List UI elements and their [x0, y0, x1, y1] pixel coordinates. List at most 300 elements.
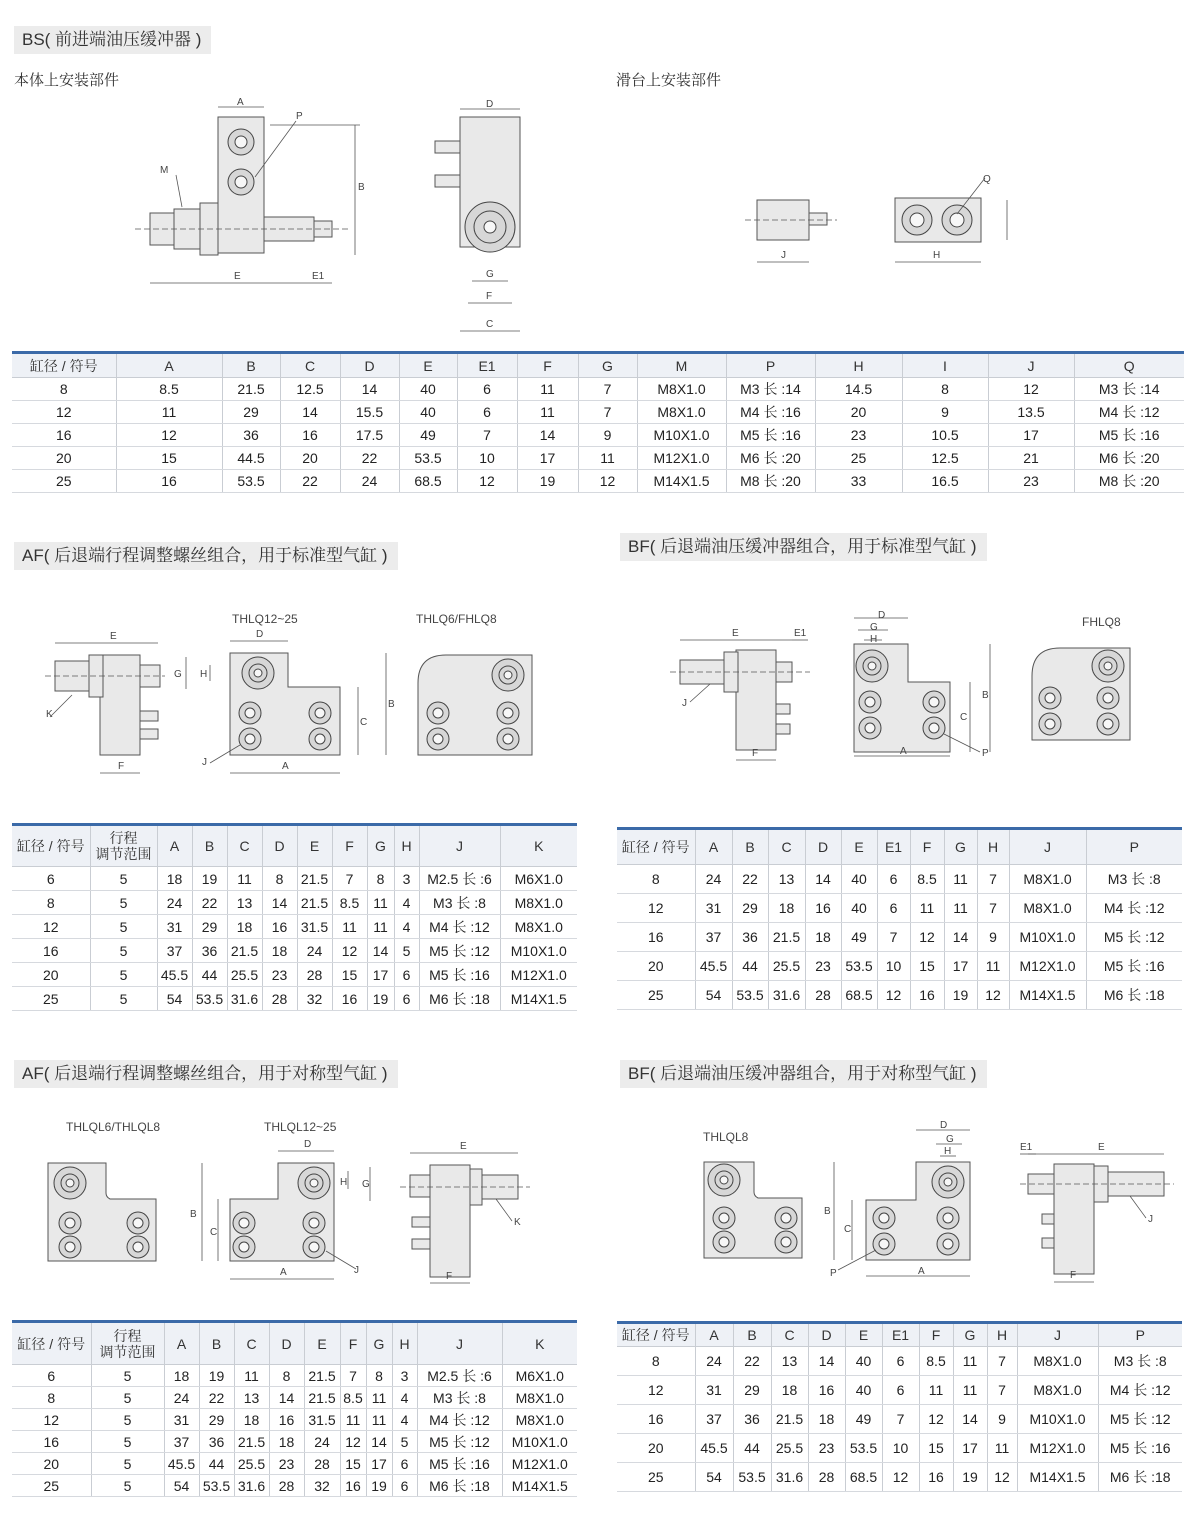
table-cell: 17	[944, 952, 977, 981]
table-cell: 4	[394, 915, 419, 939]
table-cell: 21.5	[768, 923, 805, 952]
dim-e1: E1	[1020, 1142, 1033, 1153]
table-cell: 6	[394, 987, 419, 1011]
bf-sym-header-cell: G	[953, 1323, 987, 1347]
table-cell: 9	[902, 401, 988, 424]
af-sym-header-row	[12, 1322, 577, 1365]
table-cell: M8X1.0	[502, 1409, 577, 1431]
row-bore-cell: 16	[12, 939, 90, 963]
table-cell: 18	[808, 1405, 845, 1434]
table-cell: 53.5	[199, 1475, 234, 1497]
table-cell: 29	[733, 1376, 771, 1405]
bs-header-cell: C	[280, 353, 340, 378]
table-cell: 6	[457, 378, 517, 401]
table-cell: 14	[366, 1431, 392, 1453]
table-cell: 17	[953, 1434, 987, 1463]
bf-sym-header-cell: H	[987, 1323, 1017, 1347]
af-sym-header-cell: J	[417, 1322, 502, 1365]
table-cell: 24	[297, 939, 332, 963]
table-cell: 29	[222, 401, 280, 424]
table-cell: 15.5	[340, 401, 399, 424]
table-cell: 25	[815, 447, 902, 470]
table-cell: 9	[987, 1405, 1017, 1434]
bs-body-mount-drawing	[130, 95, 550, 340]
table-cell: 36	[192, 939, 227, 963]
dim-g: G	[486, 269, 494, 280]
table-cell: 8	[269, 1365, 304, 1387]
row-bore-cell: 25	[12, 1475, 91, 1497]
table-cell: M6X1.0	[502, 1365, 577, 1387]
table-cell: 22	[732, 865, 768, 894]
dim-a: A	[280, 1267, 287, 1278]
row-bore-cell: 16	[12, 1431, 91, 1453]
table-cell: 36	[733, 1405, 771, 1434]
table-cell: 10	[457, 447, 517, 470]
table-cell: 18	[768, 894, 805, 923]
dim-g: G	[362, 1179, 370, 1190]
bf-std-header-cell: G	[944, 829, 977, 865]
table-cell: 17	[517, 447, 578, 470]
af-std-header-cell: 行程 调节范围	[90, 825, 157, 867]
table-cell: 24	[157, 891, 192, 915]
table-cell: 28	[304, 1453, 340, 1475]
table-cell: 11	[366, 1409, 392, 1431]
af-std-header-cell: J	[419, 825, 500, 867]
row-bore-cell: 25	[12, 987, 90, 1011]
dim-p: P	[982, 748, 989, 759]
table-cell: 24	[695, 1347, 733, 1376]
bf-sym-header-cell: F	[919, 1323, 953, 1347]
table-cell: 16.5	[902, 470, 988, 493]
table-cell: 22	[280, 470, 340, 493]
dim-p: P	[830, 1268, 837, 1279]
dim-f: F	[486, 291, 493, 302]
row-bore-cell: 12	[12, 401, 116, 424]
figure-label-af-std-2: THLQ6/FHLQ8	[416, 612, 497, 626]
table-cell: 18	[771, 1376, 808, 1405]
table-cell: 15	[116, 447, 222, 470]
dim-j: J	[682, 698, 687, 709]
table-cell: M10X1.0	[637, 424, 726, 447]
table-cell: 53.5	[732, 981, 768, 1010]
table-cell: 16	[919, 1463, 953, 1492]
af-standard-table	[12, 823, 577, 1011]
bs-spec-table	[12, 351, 1184, 493]
table-cell: M6X1.0	[500, 867, 577, 891]
bf-std-header-cell: B	[732, 829, 768, 865]
table-cell: 15	[332, 963, 367, 987]
figure-label-bf-std-1: FHLQ8	[1082, 615, 1121, 629]
table-cell: 21.5	[304, 1365, 340, 1387]
table-cell: 16	[332, 987, 367, 1011]
table-cell: 11	[517, 401, 578, 424]
table-row	[12, 1365, 577, 1387]
table-cell: 9	[578, 424, 637, 447]
table-cell: 18	[164, 1365, 199, 1387]
dim-c: C	[210, 1227, 218, 1238]
table-cell: 21.5	[222, 378, 280, 401]
dim-c: C	[844, 1224, 852, 1235]
table-cell: 31.5	[297, 915, 332, 939]
table-row	[12, 378, 1184, 401]
table-cell: 4	[394, 891, 419, 915]
table-cell: 44	[199, 1453, 234, 1475]
table-cell: 18	[227, 915, 262, 939]
table-cell: M10X1.0	[502, 1431, 577, 1453]
table-cell: M5 长 :16	[419, 963, 500, 987]
table-cell: M6 长 :20	[1074, 447, 1184, 470]
bf-std-header-cell: E	[841, 829, 877, 865]
bf-std-header-cell: P	[1086, 829, 1182, 865]
table-cell: 31	[164, 1409, 199, 1431]
dim-k: K	[514, 1217, 521, 1228]
table-cell: 11	[367, 915, 394, 939]
table-cell: 21	[988, 447, 1074, 470]
dim-d: D	[878, 610, 886, 621]
af-standard-drawing	[40, 625, 540, 785]
af-std-header-row	[12, 825, 577, 867]
af-sym-header-cell: C	[234, 1322, 269, 1365]
bs-header-cell: E1	[457, 353, 517, 378]
section-title-bs: BS( 前进端油压缓冲器 )	[14, 26, 211, 54]
table-cell: 11	[953, 1347, 987, 1376]
dim-m: M	[160, 165, 169, 176]
table-cell: M12X1.0	[637, 447, 726, 470]
bf-std-header-cell: E1	[877, 829, 910, 865]
table-row	[12, 1475, 577, 1497]
table-cell: M8 长 :20	[1074, 470, 1184, 493]
table-cell: 5	[90, 939, 157, 963]
table-cell: 11	[340, 1409, 366, 1431]
table-cell: M5 长 :16	[417, 1453, 502, 1475]
af-sym-header-cell: 缸径 / 符号	[12, 1322, 91, 1365]
bf-std-header-cell: J	[1009, 829, 1086, 865]
table-cell: 31.6	[227, 987, 262, 1011]
dim-e1: E1	[312, 271, 325, 282]
bf-std-header-cell: C	[768, 829, 805, 865]
table-cell: 31.5	[304, 1409, 340, 1431]
table-cell: 13	[234, 1387, 269, 1409]
table-cell: 24	[340, 470, 399, 493]
table-cell: 44	[733, 1434, 771, 1463]
table-cell: M14X1.5	[500, 987, 577, 1011]
table-cell: 16	[262, 915, 297, 939]
section-title-af-standard: AF( 后退端行程调整螺丝组合，用于标准型气缸 )	[14, 542, 398, 570]
table-cell: 7	[578, 401, 637, 424]
table-cell: 44	[192, 963, 227, 987]
table-cell: 12	[919, 1405, 953, 1434]
table-cell: 24	[304, 1431, 340, 1453]
bf-std-table-body	[617, 865, 1182, 1010]
table-cell: 12	[882, 1463, 919, 1492]
dim-c: C	[960, 712, 968, 723]
table-cell: 16	[116, 470, 222, 493]
table-cell: 16	[805, 894, 841, 923]
row-bore-cell: 8	[12, 1387, 91, 1409]
af-sym-table-body	[12, 1365, 577, 1497]
dim-j: J	[781, 250, 786, 261]
table-cell: M4 长 :12	[1086, 894, 1182, 923]
table-cell: 14	[269, 1387, 304, 1409]
table-cell: 28	[297, 963, 332, 987]
table-cell: 44.5	[222, 447, 280, 470]
table-cell: 15	[910, 952, 944, 981]
table-row	[12, 891, 577, 915]
table-cell: 18	[262, 939, 297, 963]
table-cell: 28	[805, 981, 841, 1010]
table-cell: M14X1.5	[637, 470, 726, 493]
table-cell: M4 长 :16	[726, 401, 815, 424]
table-cell: 11	[227, 867, 262, 891]
table-cell: M5 长 :16	[1098, 1434, 1182, 1463]
bs-header-cell: H	[815, 353, 902, 378]
table-cell: 31	[157, 915, 192, 939]
table-cell: 45.5	[157, 963, 192, 987]
table-cell: 12	[340, 1431, 366, 1453]
af-symmetric-table	[12, 1320, 577, 1497]
table-cell: M12X1.0	[500, 963, 577, 987]
table-cell: 13	[768, 865, 805, 894]
table-cell: 31.6	[771, 1463, 808, 1492]
dim-d: D	[256, 629, 264, 640]
table-cell: M6 长 :20	[726, 447, 815, 470]
table-cell: 22	[733, 1347, 771, 1376]
table-cell: M3 长 :8	[417, 1387, 502, 1409]
table-cell: 7	[332, 867, 367, 891]
table-cell: 28	[269, 1475, 304, 1497]
af-sym-header-cell: F	[340, 1322, 366, 1365]
table-cell: 40	[399, 378, 457, 401]
table-row	[617, 1376, 1182, 1405]
table-row	[12, 1387, 577, 1409]
table-cell: 54	[157, 987, 192, 1011]
table-cell: 6	[394, 963, 419, 987]
row-bore-cell: 12	[617, 894, 695, 923]
bs-slide-mount-drawing	[745, 170, 1035, 270]
table-cell: 40	[845, 1347, 882, 1376]
table-cell: 19	[366, 1475, 392, 1497]
table-cell: 11	[944, 865, 977, 894]
table-cell: 68.5	[845, 1463, 882, 1492]
table-row	[12, 424, 1184, 447]
table-cell: 25.5	[771, 1434, 808, 1463]
bf-sym-header-cell: D	[808, 1323, 845, 1347]
table-cell: 32	[304, 1475, 340, 1497]
table-row	[617, 923, 1182, 952]
table-cell: M12X1.0	[1009, 952, 1086, 981]
table-cell: 8.5	[332, 891, 367, 915]
table-cell: 5	[91, 1365, 164, 1387]
figure-label-af-sym-2: THLQL12~25	[264, 1120, 337, 1134]
table-cell: M6 长 :18	[419, 987, 500, 1011]
af-std-header-cell: C	[227, 825, 262, 867]
row-bore-cell: 12	[12, 915, 90, 939]
table-cell: 11	[367, 891, 394, 915]
table-cell: M8 长 :20	[726, 470, 815, 493]
table-cell: 13	[771, 1347, 808, 1376]
row-bore-cell: 6	[12, 1365, 91, 1387]
table-row	[617, 1347, 1182, 1376]
dim-k: K	[46, 709, 53, 720]
table-cell: 5	[91, 1453, 164, 1475]
table-cell: M4 长 :12	[417, 1409, 502, 1431]
table-cell: 6	[882, 1376, 919, 1405]
af-std-header-cell: H	[394, 825, 419, 867]
table-cell: 40	[845, 1376, 882, 1405]
table-cell: 14	[367, 939, 394, 963]
table-cell: 14	[517, 424, 578, 447]
dim-q: Q	[983, 174, 991, 185]
dim-j: J	[1148, 1214, 1153, 1225]
bs-header-cell: M	[637, 353, 726, 378]
table-cell: 15	[340, 1453, 366, 1475]
bf-sym-header-cell: E1	[882, 1323, 919, 1347]
bf-sym-table-body	[617, 1347, 1182, 1492]
bf-std-header-cell: 缸径 / 符号	[617, 829, 695, 865]
bf-symmetric-table	[617, 1321, 1182, 1492]
table-cell: 19	[944, 981, 977, 1010]
row-bore-cell: 20	[12, 1453, 91, 1475]
bf-sym-header-cell: P	[1098, 1323, 1182, 1347]
table-cell: 21.5	[234, 1431, 269, 1453]
row-bore-cell: 12	[617, 1376, 695, 1405]
row-bore-cell: 8	[617, 1347, 695, 1376]
table-cell: 31.6	[768, 981, 805, 1010]
table-cell: 18	[157, 867, 192, 891]
table-cell: 14	[280, 401, 340, 424]
bf-standard-table	[617, 827, 1182, 1010]
table-cell: 18	[805, 923, 841, 952]
bf-sym-header-cell: B	[733, 1323, 771, 1347]
table-cell: 12	[910, 923, 944, 952]
table-cell: 37	[164, 1431, 199, 1453]
dim-g: G	[870, 622, 878, 633]
bs-header-cell: G	[578, 353, 637, 378]
dim-h: H	[933, 250, 941, 261]
table-cell: 24	[164, 1387, 199, 1409]
table-cell: 53.5	[845, 1434, 882, 1463]
af-std-header-cell: A	[157, 825, 192, 867]
table-cell: 14	[953, 1405, 987, 1434]
bf-standard-drawing	[660, 610, 1140, 770]
af-std-header-cell: B	[192, 825, 227, 867]
table-row	[617, 981, 1182, 1010]
table-row	[12, 1431, 577, 1453]
af-sym-header-cell: K	[502, 1322, 577, 1365]
table-cell: 23	[262, 963, 297, 987]
table-cell: 16	[269, 1409, 304, 1431]
af-std-table-body	[12, 867, 577, 1011]
af-std-header-cell: D	[262, 825, 297, 867]
bf-std-header-cell: F	[910, 829, 944, 865]
row-bore-cell: 8	[12, 378, 116, 401]
bs-header-cell: D	[340, 353, 399, 378]
row-bore-cell: 20	[12, 963, 90, 987]
table-cell: M5 长 :12	[417, 1431, 502, 1453]
table-row	[617, 1405, 1182, 1434]
table-cell: M8X1.0	[500, 891, 577, 915]
table-cell: 40	[841, 865, 877, 894]
bf-std-header-cell: H	[977, 829, 1009, 865]
af-std-header-cell: 缸径 / 符号	[12, 825, 90, 867]
table-cell: M5 长 :12	[419, 939, 500, 963]
table-cell: 45.5	[695, 1434, 733, 1463]
table-cell: M5 长 :12	[1098, 1405, 1182, 1434]
bs-header-cell: J	[988, 353, 1074, 378]
dim-e1: E1	[794, 628, 807, 639]
table-cell: M3 长 :14	[726, 378, 815, 401]
table-cell: 7	[877, 923, 910, 952]
dim-b: B	[824, 1206, 831, 1217]
table-row	[12, 987, 577, 1011]
row-bore-cell: 25	[12, 470, 116, 493]
af-symmetric-drawing	[40, 1135, 560, 1295]
table-cell: 5	[91, 1387, 164, 1409]
bs-header-cell: P	[726, 353, 815, 378]
table-cell: 53.5	[841, 952, 877, 981]
table-cell: 45.5	[695, 952, 732, 981]
table-row	[12, 867, 577, 891]
bs-header-cell: I	[902, 353, 988, 378]
table-cell: 21.5	[297, 867, 332, 891]
dim-d: D	[940, 1120, 948, 1131]
table-cell: 23	[269, 1453, 304, 1475]
table-cell: 5	[392, 1431, 417, 1453]
section-title-bf-standard: BF( 后退端油压缓冲器组合，用于标准型气缸 )	[620, 533, 987, 561]
dim-a: A	[237, 97, 244, 108]
table-cell: 22	[340, 447, 399, 470]
table-cell: 19	[199, 1365, 234, 1387]
table-cell: 12	[457, 470, 517, 493]
table-cell: M6 长 :18	[417, 1475, 502, 1497]
table-cell: 11	[116, 401, 222, 424]
label-slide-mount: 滑台上安装部件	[616, 72, 722, 89]
table-cell: 23	[808, 1434, 845, 1463]
table-cell: 28	[262, 987, 297, 1011]
dim-g: G	[174, 669, 182, 680]
table-row	[12, 447, 1184, 470]
table-cell: 22	[192, 891, 227, 915]
af-sym-header-cell: 行程 调节范围	[91, 1322, 164, 1365]
table-cell: 12	[977, 981, 1009, 1010]
dim-j: J	[202, 757, 207, 768]
table-cell: 7	[987, 1376, 1017, 1405]
table-cell: M5 长 :16	[726, 424, 815, 447]
table-cell: 13	[227, 891, 262, 915]
dim-f: F	[118, 761, 125, 772]
table-cell: 23	[815, 424, 902, 447]
dim-f: F	[446, 1271, 453, 1282]
table-cell: 11	[234, 1365, 269, 1387]
dim-j: J	[354, 1265, 359, 1276]
table-cell: M14X1.5	[502, 1475, 577, 1497]
table-cell: 8.5	[910, 865, 944, 894]
dim-d: D	[304, 1139, 312, 1150]
table-cell: M10X1.0	[1017, 1405, 1098, 1434]
dim-e: E	[234, 271, 241, 282]
bs-header-cell: E	[399, 353, 457, 378]
label-body-mount: 本体上安装部件	[14, 72, 120, 89]
table-cell: M3 长 :8	[1098, 1347, 1182, 1376]
bs-header-row	[12, 353, 1184, 378]
table-row	[617, 1463, 1182, 1492]
table-cell: M12X1.0	[502, 1453, 577, 1475]
table-cell: 16	[910, 981, 944, 1010]
table-cell: 11	[332, 915, 367, 939]
table-cell: M12X1.0	[1017, 1434, 1098, 1463]
table-cell: 11	[517, 378, 578, 401]
table-cell: 10	[877, 952, 910, 981]
